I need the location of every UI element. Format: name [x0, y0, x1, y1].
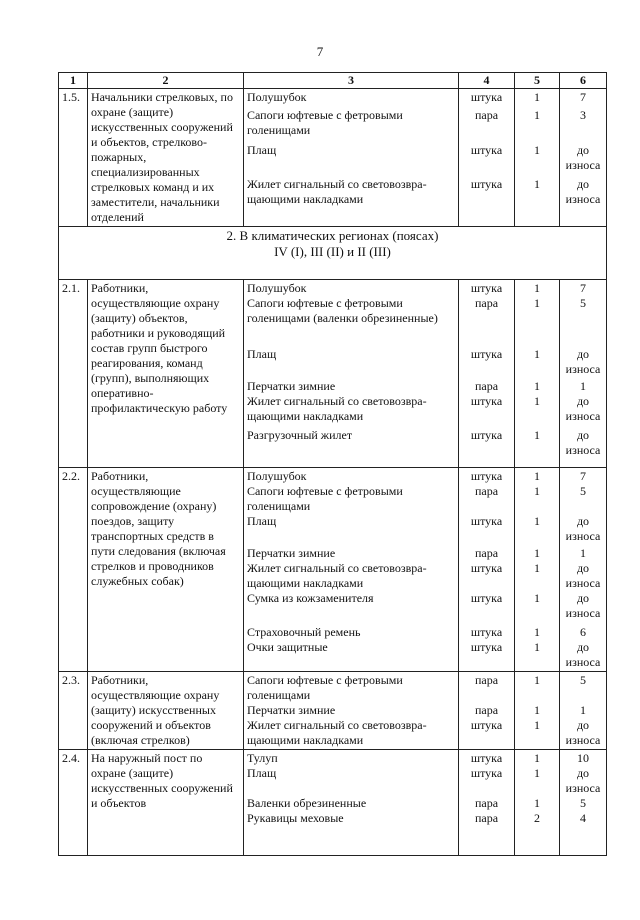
item-name: Плащ: [247, 143, 277, 157]
item-term: до износа: [565, 514, 601, 543]
item-name: Полушубок: [247, 469, 307, 483]
item-term: до износа: [565, 640, 601, 669]
items-cell: [244, 672, 459, 750]
item-unit: штука: [470, 751, 503, 765]
header-col-4: 4: [459, 73, 515, 89]
table-header-row: [59, 73, 607, 89]
item-qty: 1: [534, 469, 540, 483]
item-name: Плащ: [247, 514, 277, 528]
item-term: до износа: [565, 591, 601, 620]
item-qty: 1: [534, 143, 540, 157]
unit-cell: [459, 672, 515, 750]
item-term: 3: [580, 108, 586, 122]
position-cell: На наружный пост по охране (защите) искусственных сооружений и объектов: [88, 750, 244, 856]
item-term: до износа: [565, 561, 601, 590]
item-qty: 2: [534, 811, 540, 825]
table-row: [59, 672, 607, 750]
unit-cell: [459, 280, 515, 468]
qty-cell: [515, 89, 560, 227]
term-cell: [560, 672, 607, 750]
section-heading: [59, 227, 607, 280]
item-qty: 1: [534, 718, 540, 732]
item-name: Страховочный ремень: [247, 625, 361, 639]
item-term: 7: [580, 469, 586, 483]
item-term: 6: [580, 625, 586, 639]
header-col-1: 1: [59, 73, 88, 89]
page-number: 7: [316, 44, 324, 59]
header-col-2: 2: [88, 73, 244, 89]
item-name: Жилет сигнальный со световозвра-щающими накладками: [247, 177, 427, 206]
item-qty: 1: [534, 484, 540, 498]
items-cell: [244, 750, 459, 856]
item-name: Разгрузочный жилет: [247, 428, 353, 442]
item-name: Очки защитные: [247, 640, 328, 654]
item-term: 7: [580, 281, 586, 295]
item-name: Плащ: [247, 347, 277, 361]
item-term: 4: [580, 811, 586, 825]
item-term: до износа: [565, 347, 601, 376]
header-col-5: 5: [515, 73, 560, 89]
item-name: Сапоги юфтевые с фетровыми голенищами: [247, 673, 403, 702]
position-cell: Работники, осуществляющие охрану (защиту) искусственных сооружений и объектов (включая стрелков): [88, 672, 244, 750]
item-name: Сапоги юфтевые с фетровыми голенищами: [247, 108, 403, 137]
item-term: 1: [580, 703, 586, 717]
row-number: 1.5.: [59, 89, 88, 227]
item-unit: пара: [474, 296, 499, 310]
section-heading-line: 2. В климатических регионах (поясах): [226, 228, 439, 243]
position-cell: Работники, осуществляющие сопровождение (охрану) поездов, защиту транспортных средств в пути следования (включая стрелков и проводников служебных собак): [88, 468, 244, 672]
item-unit: штука: [470, 766, 503, 780]
item-unit: пара: [474, 703, 499, 717]
position-cell: Работники, осуществляющие охрану (защиту) объектов, работники и руководящий состав групп быстрого реагирования, команд (групп), выполняющих оперативно-профилактическую работу: [88, 280, 244, 468]
item-qty: 1: [534, 625, 540, 639]
item-term: 1: [580, 546, 586, 560]
item-unit: пара: [474, 379, 499, 393]
item-unit: штука: [470, 90, 503, 104]
term-cell: [560, 468, 607, 672]
item-term: 5: [580, 484, 586, 498]
qty-cell: [515, 280, 560, 468]
item-unit: штука: [470, 394, 503, 408]
term-cell: [560, 750, 607, 856]
item-qty: 1: [534, 591, 540, 605]
header-col-6: 6: [560, 73, 607, 89]
item-name: Рукавицы меховые: [247, 811, 344, 825]
table-row: [59, 280, 607, 468]
term-cell: [560, 280, 607, 468]
item-qty: 1: [534, 379, 540, 393]
item-unit: пара: [474, 796, 499, 810]
item-qty: 1: [534, 673, 540, 687]
item-unit: штука: [470, 514, 503, 528]
position-cell: Начальники стрелковых, по охране (защите) искусственных сооружений и объектов, стрелково-пожарных, специализированных стрелковых команд и их заместители, начальники отделений: [88, 89, 244, 227]
item-term: до износа: [565, 718, 601, 747]
items-cell: [244, 280, 459, 468]
row-number: 2.2.: [59, 468, 88, 672]
item-term: 7: [580, 90, 586, 104]
item-unit: пара: [474, 484, 499, 498]
item-name: Тулуп: [247, 751, 278, 765]
item-name: Перчатки зимние: [247, 546, 336, 560]
qty-cell: [515, 672, 560, 750]
table-row: [59, 89, 607, 227]
item-unit: штука: [470, 177, 503, 191]
item-name: Сапоги юфтевые с фетровыми голенищами: [247, 484, 403, 513]
term-cell: [560, 89, 607, 227]
item-qty: 1: [534, 347, 540, 361]
item-term: 5: [580, 296, 586, 310]
row-number: 2.3.: [59, 672, 88, 750]
items-cell: [244, 468, 459, 672]
item-qty: 1: [534, 546, 540, 560]
item-name: Плащ: [247, 766, 277, 780]
section-heading-line: IV (I), III (II) и II (III): [274, 244, 391, 259]
item-name: Перчатки зимние: [247, 379, 336, 393]
item-name: Жилет сигнальный со световозвра-щающими накладками: [247, 718, 427, 747]
item-qty: 1: [534, 796, 540, 810]
item-unit: штука: [470, 625, 503, 639]
item-term: 5: [580, 796, 586, 810]
section-row: [59, 227, 607, 280]
item-qty: 1: [534, 751, 540, 765]
norms-table: [58, 72, 607, 856]
item-term: 1: [580, 379, 586, 393]
item-qty: 1: [534, 766, 540, 780]
item-term: до износа: [565, 766, 601, 795]
item-unit: штука: [470, 428, 503, 442]
unit-cell: [459, 468, 515, 672]
row-number: 2.1.: [59, 280, 88, 468]
item-qty: 1: [534, 296, 540, 310]
item-unit: штука: [470, 143, 503, 157]
item-name: Перчатки зимние: [247, 703, 336, 717]
row-number: 2.4.: [59, 750, 88, 856]
item-unit: пара: [474, 673, 499, 687]
table-row: [59, 750, 607, 856]
item-qty: 1: [534, 90, 540, 104]
item-qty: 1: [534, 281, 540, 295]
item-unit: штука: [470, 640, 503, 654]
unit-cell: [459, 89, 515, 227]
item-name: Жилет сигнальный со световозвра-щающими накладками: [247, 394, 427, 423]
item-unit: пара: [474, 108, 499, 122]
item-unit: штука: [470, 718, 503, 732]
item-term: до износа: [565, 143, 601, 172]
item-name: Сапоги юфтевые с фетровыми голенищами (валенки обрезиненные): [247, 296, 438, 325]
item-name: Полушубок: [247, 90, 307, 104]
item-name: Валенки обрезиненные: [247, 796, 367, 810]
item-unit: штука: [470, 281, 503, 295]
qty-cell: [515, 468, 560, 672]
item-term: 5: [580, 673, 586, 687]
items-cell: [244, 89, 459, 227]
item-qty: 1: [534, 108, 540, 122]
item-unit: штука: [470, 591, 503, 605]
qty-cell: [515, 750, 560, 856]
item-qty: 1: [534, 703, 540, 717]
item-term: до износа: [565, 177, 601, 206]
item-unit: пара: [474, 811, 499, 825]
item-qty: 1: [534, 561, 540, 575]
item-term: 10: [577, 751, 589, 765]
table-row: [59, 468, 607, 672]
item-unit: пара: [474, 546, 499, 560]
item-name: Сумка из кожзаменителя: [247, 591, 374, 605]
item-qty: 1: [534, 177, 540, 191]
item-term: до износа: [565, 428, 601, 457]
item-unit: штука: [470, 347, 503, 361]
header-col-3: 3: [244, 73, 459, 89]
item-qty: 1: [534, 640, 540, 654]
item-qty: 1: [534, 428, 540, 442]
unit-cell: [459, 750, 515, 856]
item-qty: 1: [534, 514, 540, 528]
item-qty: 1: [534, 394, 540, 408]
item-unit: штука: [470, 469, 503, 483]
item-name: Полушубок: [247, 281, 307, 295]
item-unit: штука: [470, 561, 503, 575]
item-name: Жилет сигнальный со световозвра-щающими накладками: [247, 561, 427, 590]
item-term: до износа: [565, 394, 601, 423]
